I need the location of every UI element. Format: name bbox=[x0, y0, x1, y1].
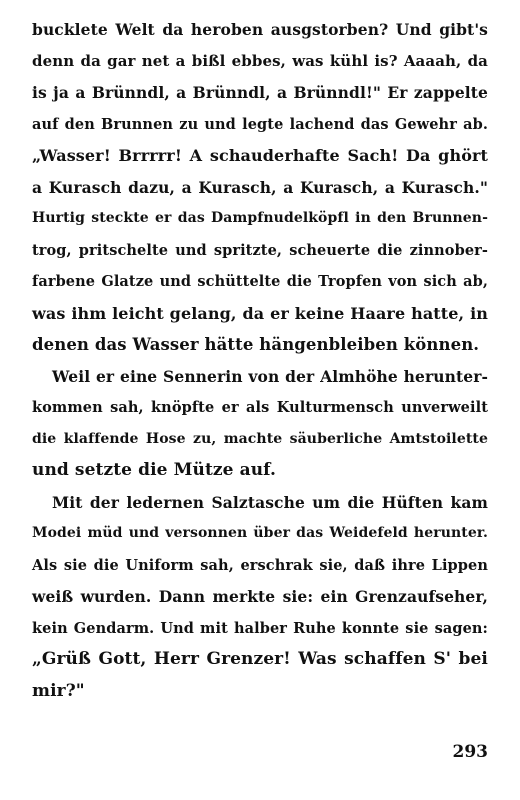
text-line: mir?" bbox=[32, 680, 85, 701]
text-line: weiß wurden. Dann merkte sie: ein Grenzaufseher, bbox=[32, 587, 488, 606]
body-text bbox=[32, 14, 488, 707]
page-number: 293 bbox=[452, 742, 488, 762]
text-line: bucklete Welt da heroben ausgstorben? Und gibt's bbox=[32, 20, 488, 39]
text-line: was ihm leicht gelang, da er keine Haare hatte, in bbox=[32, 303, 488, 323]
text-line: Hurtig steckte er das Dampfnudelköpfl in den Brunnen- bbox=[32, 210, 488, 226]
text-line: „Wasser! Brrrrr! A schauderhafte Sach! Da ghört bbox=[32, 146, 488, 165]
text-line: die klaffende Hose zu, machte säuberliche Amtstoilette bbox=[32, 430, 488, 447]
text-line: „Grüß Gott, Herr Grenzer! Was schaffen S' bei bbox=[32, 649, 488, 669]
text-line: is ja a Brünndl, a Brünndl, a Brünndl!" Er zappelte bbox=[32, 83, 488, 102]
text-line: denen das Wasser hätte hängenbleiben können. bbox=[32, 335, 480, 354]
text-line: auf den Brunnen zu und legte lachend das Gewehr ab. bbox=[32, 115, 488, 133]
text-line: denn da gar net a bißl ebbes, was kühl is? Aaaah, da bbox=[32, 51, 488, 70]
text-line: trog, pritschelte und spritzte, scheuerte die zinnober- bbox=[32, 241, 488, 259]
text-line: a Kurasch dazu, a Kurasch, a Kurasch, a Kurasch." bbox=[32, 177, 488, 197]
text-line: Als sie die Uniform sah, erschrak sie, daß ihre Lippen bbox=[32, 556, 488, 574]
text-line: und setzte die Mütze auf. bbox=[32, 460, 277, 480]
text-line: farbene Glatze und schüttelte die Tropfen von sich ab, bbox=[32, 273, 488, 290]
text-line: kein Gendarm. Und mit halber Ruhe konnte sie sagen: bbox=[32, 619, 488, 637]
text-line: Modei müd und versonnen über das Weidefeld herunter. bbox=[32, 525, 488, 541]
text-line: Weil er eine Sennerin von der Almhöhe herunter- bbox=[52, 366, 488, 386]
text-line: Mit der ledernen Salztasche um die Hüften kam bbox=[52, 492, 488, 512]
text-line: kommen sah, knöpfte er als Kulturmensch unverweilt bbox=[32, 399, 488, 416]
